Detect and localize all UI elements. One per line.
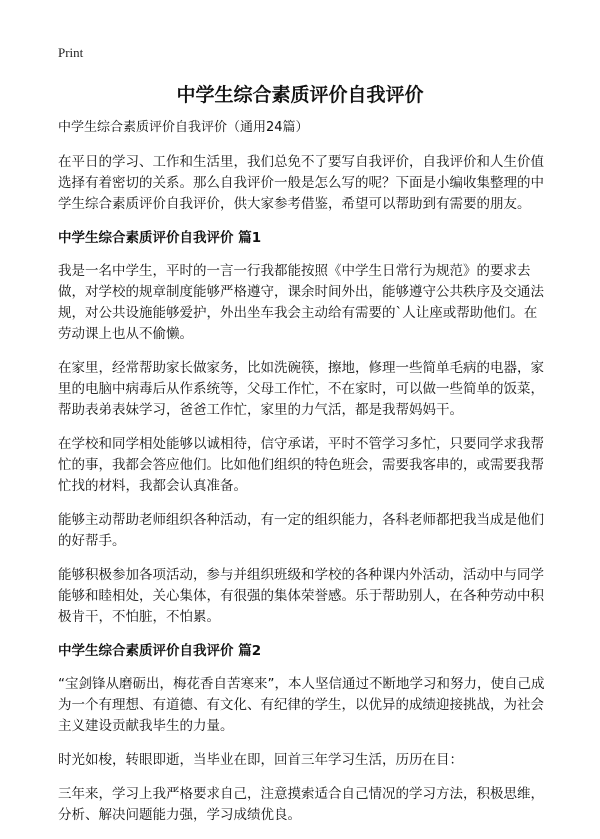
section-1-paragraph: 能够积极参加各项活动，参与并组织班级和学校的各种课内外活动，活动中与同学能够和睦相处，关心集体，有很强的集体荣誉感。乐于帮助别人，在各种劳动中积极肯干，不怕脏，不怕累。 [58,567,544,625]
section-2-paragraph: “宝剑锋从磨砺出，梅花香自苦寒来”，本人坚信通过不断地学习和努力，使自己成为一个有理想、有道德、有文化、有纪律的学生，以优异的成绩迎接挑战，为社会主义建设贡献我毕生的力量。 [58,676,545,734]
page-title: 中学生综合素质评价自我评价 [176,84,424,106]
section-1-paragraph: 能够主动帮助老师组织各种活动，有一定的组织能力，各科老师都把我当成是他们的好帮手。 [58,512,544,549]
section-2-paragraph: 三年来，学习上我严格要求自己，注意摸索适合自己情况的学习方法，积极思维，分析、解决问题能力强，学习成绩优良。 [58,786,544,823]
section-2-heading: 中学生综合素质评价自我评价 篇2 [58,643,262,659]
article-body [58,118,548,839]
print-link[interactable]: Print [58,45,84,60]
section-1-paragraph: 在学校和同学相处能够以诚相待，信守承诺，平时不管学习多忙，只要同学求我帮忙的事，我都会答应他们。比如他们组织的特色班会，需要我客串的，或需要我帮忙找的材料，我都会认真准备。 [58,436,544,494]
section-1-paragraph: 我是一名中学生，平时的一言一行我都能按照《中学生日常行为规范》的要求去做，对学校的规章制度能够严格遵守，课余时间外出，能够遵守公共秩序及交通法规，对公共设施能够爱护，外出坐车我会主动给有需要的`人让座或帮助他们。在劳动课上也从不偷懒。 [58,263,544,342]
section-2-paragraph: 时光如梭，转眼即逝，当毕业在即，回首三年学习生活，历历在目： [58,752,463,768]
section-1-paragraph: 在家里，经常帮助家长做家务，比如洗碗筷，擦地，修理一些简单毛病的电器，家里的电脑中病毒后从作系统等，父母工作忙，不在家时，可以做一些简单的饭菜，帮助表弟表妹学习，爸爸工作忙，家里的力气活，都是我帮妈妈干。 [58,360,544,418]
intro-paragraph: 在平日的学习、工作和生活里，我们总免不了要写自我评价，自我评价和人生价值选择有着密切的关系。那么自我评价一般是怎么写的呢？下面是小编收集整理的中学生综合素质评价自我评价，供大家参考借鉴，希望可以帮助到有需要的朋友。 [58,154,544,212]
section-1-heading: 中学生综合素质评价自我评价 篇1 [58,230,262,246]
article-subtitle: 中学生综合素质评价自我评价（通用24篇） [58,120,309,135]
